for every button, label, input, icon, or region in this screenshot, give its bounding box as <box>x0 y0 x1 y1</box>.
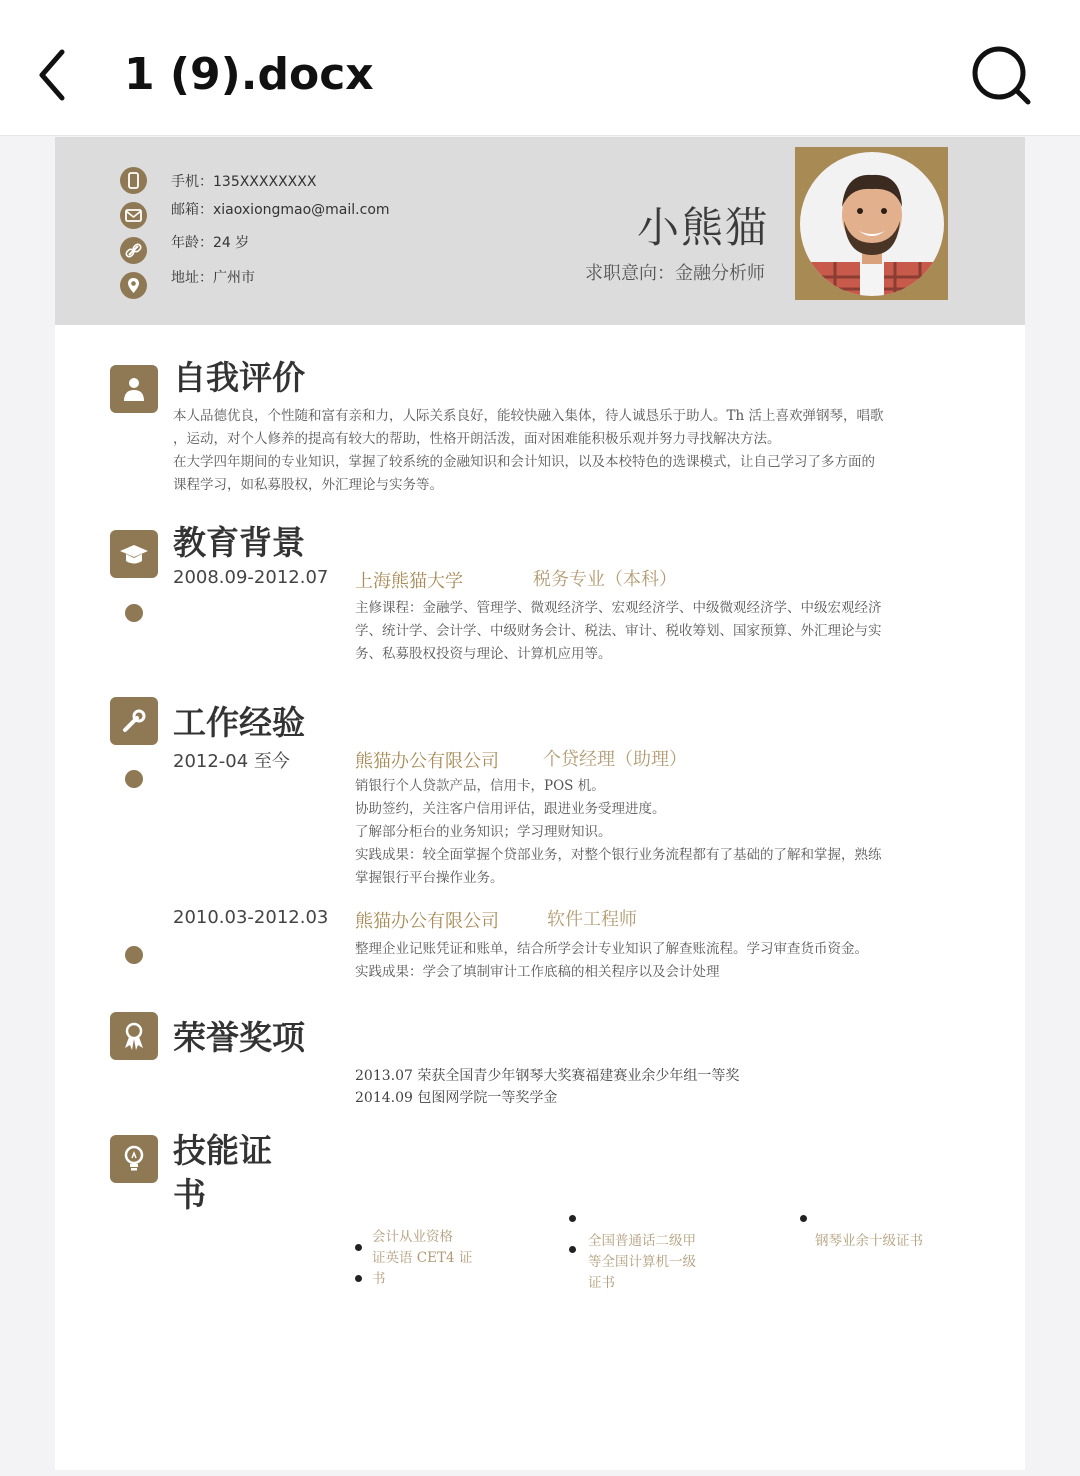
section-title-honors: 荣誉奖项 <box>173 1018 305 1057</box>
section-title-skills: 技能证 <box>173 1131 272 1170</box>
certificate-item <box>588 1231 696 1294</box>
contact-age: 年龄：24 岁 <box>171 235 250 251</box>
text-line: 书 <box>372 1271 386 1287</box>
contact-address: 地址：广州市 <box>171 270 255 286</box>
document-title: 1 (9).docx <box>124 49 374 100</box>
text-line: 掌握银行平台操作业务。 <box>355 870 504 886</box>
timeline-dot <box>125 946 143 964</box>
text-line: 主修课程：金融学、管理学、微观经济学、宏观经济学、中级微观经济学、中级宏观经济 <box>355 600 882 616</box>
major: 税务专业（本科） <box>533 569 677 590</box>
timeline-dot <box>125 604 143 622</box>
text-line: 销银行个人贷款产品，信用卡，POS 机。 <box>355 778 605 794</box>
school-name: 上海熊猫大学 <box>355 571 463 592</box>
section-title-self-eval: 自我评价 <box>173 358 305 397</box>
person-icon <box>110 365 158 413</box>
award-item: 2013.07 荣获全国青少年钢琴大奖赛福建赛业余少年组一等奖 <box>355 1068 740 1084</box>
bullet <box>569 1246 576 1253</box>
text-line: 在大学四年期间的专业知识，掌握了较系统的金融知识和会计知识，以及本校特色的选课模式，让自己学习了多方面的 <box>173 454 875 470</box>
company-name: 熊猫办公有限公司 <box>355 911 499 932</box>
document-page <box>55 137 1025 1470</box>
resume-header <box>55 137 1025 325</box>
certificate-item <box>815 1231 923 1252</box>
timeline-dot <box>125 770 143 788</box>
text-line: 会计从业资格 <box>372 1229 453 1245</box>
job-role: 个贷经理（助理） <box>543 749 687 770</box>
text-line: 学、统计学、会计学、中级财务会计、税法、审计、税收筹划、国家预算、外汇理论与实 <box>355 623 882 639</box>
job-role: 软件工程师 <box>547 909 637 930</box>
section-title-education: 教育背景 <box>173 523 305 562</box>
link-icon <box>120 237 147 264</box>
job-intent: 求职意向：金融分析师 <box>585 263 765 284</box>
text-line: 本人品德优良，个性随和富有亲和力，人际关系良好，能较快融入集体，待人诚恳乐于助人。Th 活上喜欢弹钢琴，唱歌 <box>173 408 884 424</box>
text-line: 全国普通话二级甲 <box>588 1233 696 1249</box>
chevron-left-icon <box>30 44 78 106</box>
text-line: 实践成果：学会了填制审计工作底稿的相关程序以及会计处理 <box>355 964 720 980</box>
bullet <box>800 1215 807 1222</box>
search-icon <box>970 44 1032 106</box>
education-date: 2008.09-2012.07 <box>173 567 329 588</box>
job-date: 2010.03-2012.03 <box>173 907 329 928</box>
bullet <box>355 1275 362 1282</box>
company-name: 熊猫办公有限公司 <box>355 751 499 772</box>
text-line: 证书 <box>588 1275 615 1291</box>
text-line: 整理企业记账凭证和账单，结合所学会计专业知识了解查账流程。学习审查货币资金。 <box>355 941 868 957</box>
text-line: ，运动，对个人修养的提高有较大的帮助，性格开朗活泼，面对困难能积极乐观并努力寻找解决方法。 <box>173 431 781 447</box>
text-line: 了解部分柜台的业务知识；学习理财知识。 <box>355 824 612 840</box>
text-line: 务、私募股权投资与理论、计算机应用等。 <box>355 646 612 662</box>
award-item: 2014.09 包图网学院一等奖学金 <box>355 1090 558 1106</box>
certificate-item <box>372 1227 472 1290</box>
education-courses <box>355 597 955 666</box>
candidate-name: 小熊猫 <box>636 203 769 252</box>
bullet <box>355 1244 362 1251</box>
award-ribbon-icon <box>110 1012 158 1060</box>
profile-photo <box>795 147 948 300</box>
section-title-skills-cont: 书 <box>173 1175 206 1214</box>
phone-icon <box>120 167 147 194</box>
self-eval-text <box>173 405 953 497</box>
job-description <box>355 938 955 984</box>
text-line: 实践成果：较全面掌握个贷部业务，对整个银行业务流程都有了基础的了解和掌握，熟练 <box>355 847 882 863</box>
top-bar <box>0 0 1080 136</box>
lightbulb-icon <box>110 1135 158 1183</box>
search-button[interactable] <box>970 44 1032 106</box>
text-line: 等全国计算机一级 <box>588 1254 696 1270</box>
text-line: 证英语 CET4 证 <box>372 1250 473 1266</box>
section-title-work: 工作经验 <box>173 703 305 742</box>
job-date: 2012-04 至今 <box>173 751 290 772</box>
contact-phone: 手机：135XXXXXXXX <box>171 174 317 190</box>
graduation-cap-icon <box>110 530 158 578</box>
location-icon <box>120 272 147 299</box>
text-line: 钢琴业余十级证书 <box>815 1233 923 1249</box>
wrench-icon <box>110 697 158 745</box>
mail-icon <box>120 202 147 229</box>
bullet <box>569 1215 576 1222</box>
text-line: 协助签约，关注客户信用评估，跟进业务受理进度。 <box>355 801 666 817</box>
back-button[interactable] <box>30 44 78 106</box>
contact-email: 邮箱：xiaoxiongmao@mail.com <box>171 202 390 218</box>
text-line: 课程学习，如私募股权，外汇理论与实务等。 <box>173 477 443 493</box>
job-description <box>355 775 955 890</box>
